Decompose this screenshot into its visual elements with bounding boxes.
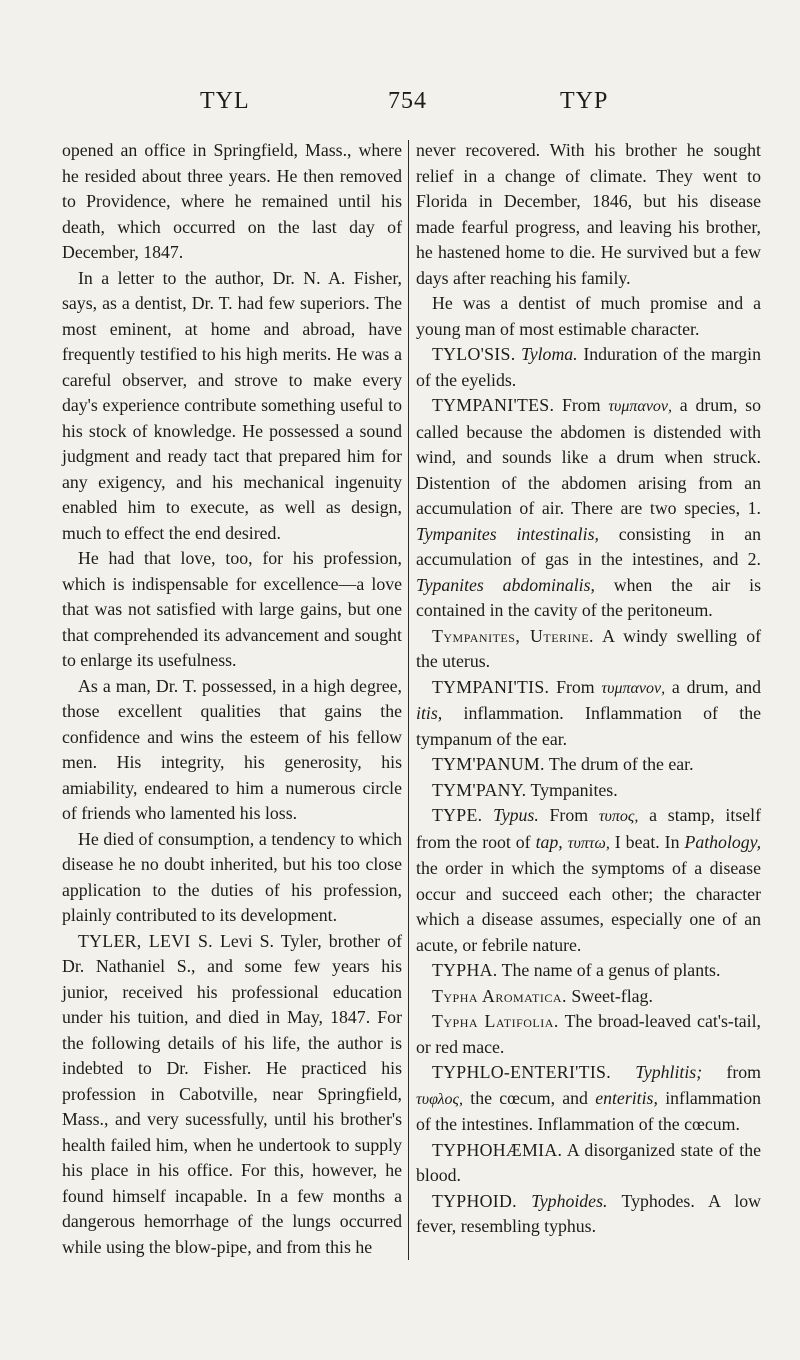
entry-typhlo-enteritis: TYPHLO-ENTERI'TIS. Typhlitis; from τυφλος, the cœcum, and enteritis, inflammation of the intestines. Inflammation of the cœcum. <box>416 1062 761 1134</box>
header-left-guide-word: TYL <box>200 88 250 114</box>
entry-text: Levi S. Tyler, brother of Dr. Nathaniel S., and some few years his junior, received his professional education under his tuition, and died in May, 1847. For the following details of his life, the author is indebted to Dr. Fisher. He practiced his profession in Cabotville, near Springfield, Mass., and very sucessfully, until his brother's health failed him, when he undertook to supply his place in his office. For this, however, he found himself incapable. In a few months a dangerous hemorrhage of the lungs occurred while using the blow-pipe, and from this he <box>62 930 402 1257</box>
right-column <box>416 138 761 1240</box>
running-header <box>0 88 800 118</box>
entry-headword: TYM'PANY. <box>432 779 527 800</box>
entry-typha-latifolia: Typha Latifolia. The broad-leaved cat's-tail, or red mace. <box>416 1011 761 1057</box>
paragraph: He was a dentist of much promise and a young man of most estimable character. <box>416 293 761 339</box>
entry-typhohaemia: TYPHOHÆMIA. A disorganized state of the blood. <box>416 1139 761 1185</box>
entry-headword: TYPHOID. <box>432 1190 517 1211</box>
entry-headword: TYPHOHÆMIA. <box>432 1139 563 1160</box>
greek-etymon: τυπτω, <box>567 834 610 852</box>
greek-etymon: τυφλος, <box>416 1090 464 1108</box>
entry-headword: TYM'PANUM. <box>432 754 545 774</box>
greek-etymon: τυμπανον, <box>608 398 673 415</box>
greek-etymon: τυμπανον, <box>601 679 666 697</box>
entry-headword: TYMPANI'TES. <box>432 395 555 415</box>
entry-headword: Typha Latifolia. <box>432 1011 559 1031</box>
column-divider <box>408 140 409 1260</box>
greek-etymon: τυπος, <box>598 808 639 825</box>
paragraph: opened an office in Springfield, Mass., where he resided about three years. He then removed to Providence, where he remained until his death, which occurred on the last day of December, 1847. <box>62 140 402 262</box>
entry-headword: Tympanites, Uterine. <box>432 625 594 646</box>
paragraph: As a man, Dr. T. possessed, in a high degree, those excellent qualities that gains the confidence and wins the esteem of his fellow men. His integrity, his generosity, his amiability, endeared to him a numerous circle of friends who lamented his loss. <box>62 675 402 823</box>
paragraph: never recovered. With his brother he sought relief in a change of climate. They went to Florida in December, 1846, but his disease made fearful progress, and leaving his brother, he hastened home to die. He survived but a few days after reaching his family. <box>416 140 761 288</box>
entry-typhoid: TYPHOID. Typhoides. Typhodes. A low fever, resembling typhus. <box>416 1190 761 1236</box>
entry-headword: TYMPANI'TIS. <box>432 676 550 697</box>
paragraph: He died of consumption, a tendency to which disease he no doubt inherited, but his too close application to the duties of his profession, plainly contributed to its development. <box>62 828 402 925</box>
entry-headword: TYPHA. <box>432 960 498 980</box>
paragraph: In a letter to the author, Dr. N. A. Fisher, says, as a dentist, Dr. T. had few superiors. The most eminent, at home and abroad, have frequently testified to his high merits. He was a careful observer, and strove to make every day's experience contribute something useful to his stock of knowledge. He possessed a sound judgment and ready tact that prepared him for any exigency, and his mechanical ingenuity enabled him to execute, as well as design, much to effect the end desired. <box>62 267 402 543</box>
entry-tylosis <box>416 342 761 393</box>
entry-headword: Typha Aromatica. <box>432 985 567 1006</box>
entry-tympanitis: TYMPANI'TIS. From τυμπανον, a drum, and itis, inflammation. Inflammation of the tympanum of the ear. <box>416 676 761 749</box>
entry-typha: TYPHA. The name of a genus of plants. <box>432 960 721 980</box>
entry-headword: TYLO'SIS. <box>432 344 516 364</box>
entry-headword: TYPHLO-ENTERI'TIS. <box>432 1062 611 1082</box>
entry-term: Tyloma. <box>521 344 578 364</box>
entry-headword: TYLER, LEVI S. <box>78 930 213 951</box>
left-column <box>62 138 402 1260</box>
entry-tympanites: TYMPANI'TES. From τυμπανον, a drum, so called because the abdomen is distended with wind, and sounds like a drum when struck. Distention of the abdomen arising from an accumulation of air. There are two species, 1. Tympanites intestinalis, consisting in an accumulation of gas in the intestines, and 2. Typanites abdominalis, when the air is contained in the cavity of the peritoneum. <box>416 395 761 620</box>
header-right-guide-word: TYP <box>560 88 609 114</box>
entry-tympanum: TYM'PANUM. The drum of the ear. <box>432 754 694 774</box>
entry-tympany: TYM'PANY. Tympanites. <box>432 779 618 800</box>
page-number: 754 <box>388 88 427 114</box>
entry-type: TYPE. Typus. From τυπος, a stamp, itself from the root of tap, τυπτω, I beat. In Pathology, the order in which the symptoms of a disease occur and succeed each other; the character which a disease assumes, especially one of an acute, or febrile nature. <box>416 805 762 955</box>
entry-tympanites-uterine: Tympanites, Uterine. A windy swelling of the uterus. <box>416 625 762 671</box>
entry-text: Induration of the margin of the eyelids. <box>416 344 761 390</box>
entry-headword: TYPE. <box>432 805 483 825</box>
paragraph: He had that love, too, for his profession, which is indispensable for excellence—a love that was not satisfied with large gains, but one that comprehended its advancement and sought to enlarge its usefulness. <box>62 548 402 670</box>
entry-tyler-levi <box>62 929 402 1261</box>
entry-typha-aromatica: Typha Aromatica. Sweet-flag. <box>432 985 653 1006</box>
